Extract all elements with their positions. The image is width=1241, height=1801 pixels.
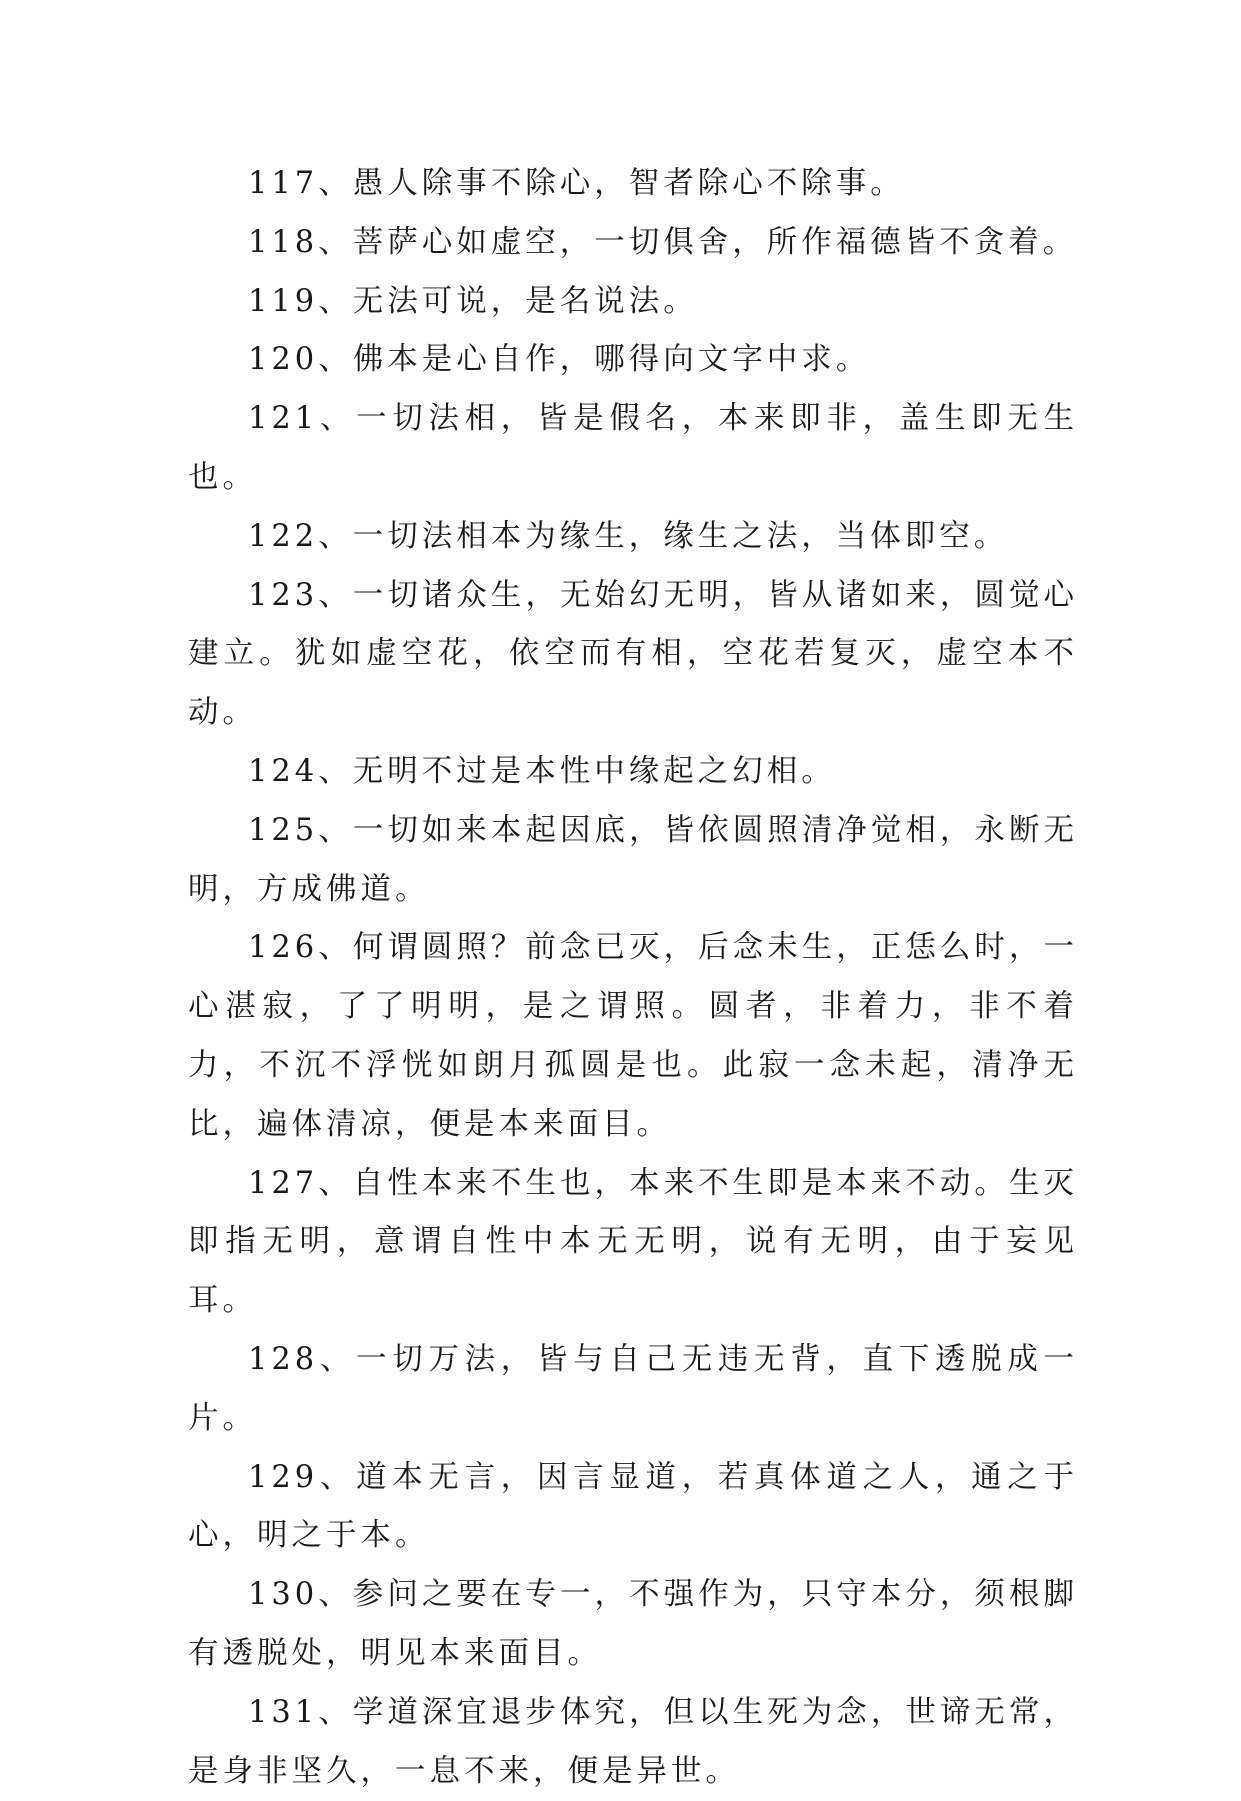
- document-body: [188, 155, 1078, 1801]
- paragraph-121: 121、一切法相，皆是假名，本来即非，盖生即无生也。: [188, 401, 1078, 495]
- paragraph-118: 118、菩萨心如虚空，一切俱舍，所作福德皆不贪着。: [248, 224, 1078, 260]
- paragraph-124: 124、无明不过是本性中缘起之幻相。: [248, 753, 836, 789]
- paragraph-128: 128、一切万法，皆与自己无违无背，直下透脱成一片。: [188, 1341, 1078, 1436]
- paragraph-123: 123、一切诸众生，无始幻无明，皆从诸如来，圆觉心建立。犹如虚空花，依空而有相，空花若复灭，虚空本不动。: [188, 577, 1078, 731]
- paragraph-120: 120、佛本是心自作，哪得向文字中求。: [248, 342, 871, 378]
- paragraph-119: 119、无法可说，是名说法。: [248, 283, 698, 319]
- paragraph-125: 125、一切如来本起因底，皆依圆照清净觉相，永断无明，方成佛道。: [188, 812, 1078, 907]
- paragraph-129: 129、道本无言，因言显道，若真体道之人，通之于心，明之于本。: [188, 1459, 1078, 1554]
- paragraph-117: 117、愚人除事不除心，智者除心不除事。: [248, 166, 905, 201]
- paragraph-127: 127、自性本来不生也，本来不生即是本来不动。生灭即指无明，意谓自性中本无无明，说有无明，由于妄见耳。: [188, 1165, 1078, 1319]
- paragraph-131: 131、学道深宜退步体究，但以生死为念，世谛无常，是身非坚久，一息不来，便是异世。: [188, 1694, 1078, 1789]
- paragraph-122: 122、一切法相本为缘生，缘生之法，当体即空。: [248, 518, 1009, 554]
- paragraph-126: 126、何谓圆照？前念已灭，后念未生，正恁么时，一心湛寂，了了明明，是之谓照。圆者，非着力，非不着力，不沉不浮恍如朗月孤圆是也。此寂一念未起，清净无比，遍体清凉，便是本来面目。: [188, 930, 1078, 1142]
- paragraph-130: 130、参问之要在专一，不强作为，只守本分，须根脚有透脱处，明见本来面目。: [188, 1577, 1078, 1671]
